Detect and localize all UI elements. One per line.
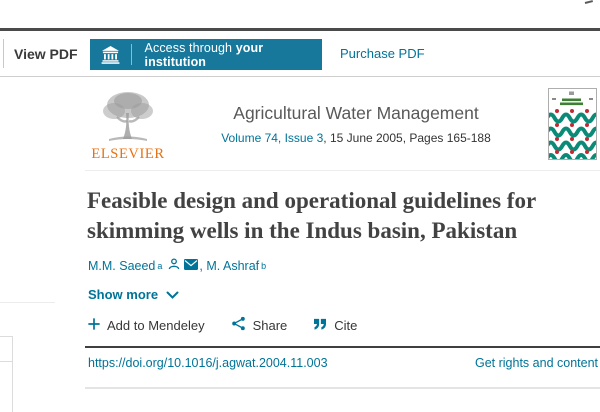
add-to-mendeley-button[interactable] [88, 318, 205, 333]
share-label: Share [252, 317, 288, 333]
share-button[interactable] [231, 316, 288, 334]
author-affiliation-sup: b [261, 260, 267, 271]
author-link[interactable]: M.M. Saeed [88, 258, 156, 273]
journal-issue-line [170, 131, 542, 145]
rights-and-content-link[interactable]: Get rights and content [475, 356, 598, 370]
show-more-label: Show more [88, 287, 159, 302]
author-link[interactable]: , M. Ashraf [199, 258, 260, 273]
issue-date-pages: , 15 June 2005, Pages 165-188 [323, 131, 491, 145]
show-more-button[interactable] [88, 287, 179, 302]
article-actions [88, 316, 357, 334]
doi-row [88, 356, 598, 370]
author-list [88, 258, 266, 273]
section-divider-dark [85, 346, 600, 348]
share-icon [231, 316, 246, 334]
elsevier-tree-icon [88, 89, 168, 145]
section-divider-light [85, 387, 600, 389]
journal-header [170, 103, 542, 145]
article-toolbar [0, 31, 600, 77]
purchase-pdf-link[interactable]: Purchase PDF [340, 46, 425, 61]
cite-button[interactable] [313, 318, 357, 333]
banner-divider [85, 170, 600, 171]
doi-link[interactable]: https://doi.org/10.1016/j.agwat.2004.11.003 [88, 356, 328, 370]
chevron-down-icon [166, 287, 179, 302]
cite-label: Cite [334, 317, 358, 333]
issue-link[interactable]: Volume 74, Issue 3 [221, 131, 324, 145]
cutoff-page-artifact [585, 0, 593, 5]
quote-icon [313, 318, 327, 333]
view-pdf-button[interactable]: View PDF [14, 45, 78, 62]
cutoff-widget-box [0, 336, 13, 412]
article-title: Feasible design and operational guidelines for skimming wells in the Indus basin, Pakistan [87, 188, 536, 243]
envelope-icon[interactable] [184, 259, 198, 273]
author-affiliation-sup: a [157, 260, 163, 271]
journal-title: Agricultural Water Management [233, 103, 479, 123]
elsevier-logo[interactable] [88, 89, 168, 163]
cutoff-widget-divider [0, 361, 12, 362]
person-icon [168, 258, 180, 273]
access-institution-label: Access through your institution [144, 40, 264, 69]
plus-icon [88, 318, 100, 333]
institution-bank-icon [90, 45, 131, 64]
cutoff-panel-edge [0, 302, 55, 303]
mendeley-label: Add to Mendeley [107, 317, 205, 333]
toolbar-divider [3, 39, 4, 68]
journal-cover-thumbnail[interactable] [548, 88, 597, 160]
access-institution-button[interactable] [90, 39, 322, 70]
elsevier-wordmark: ELSEVIER [91, 146, 165, 162]
